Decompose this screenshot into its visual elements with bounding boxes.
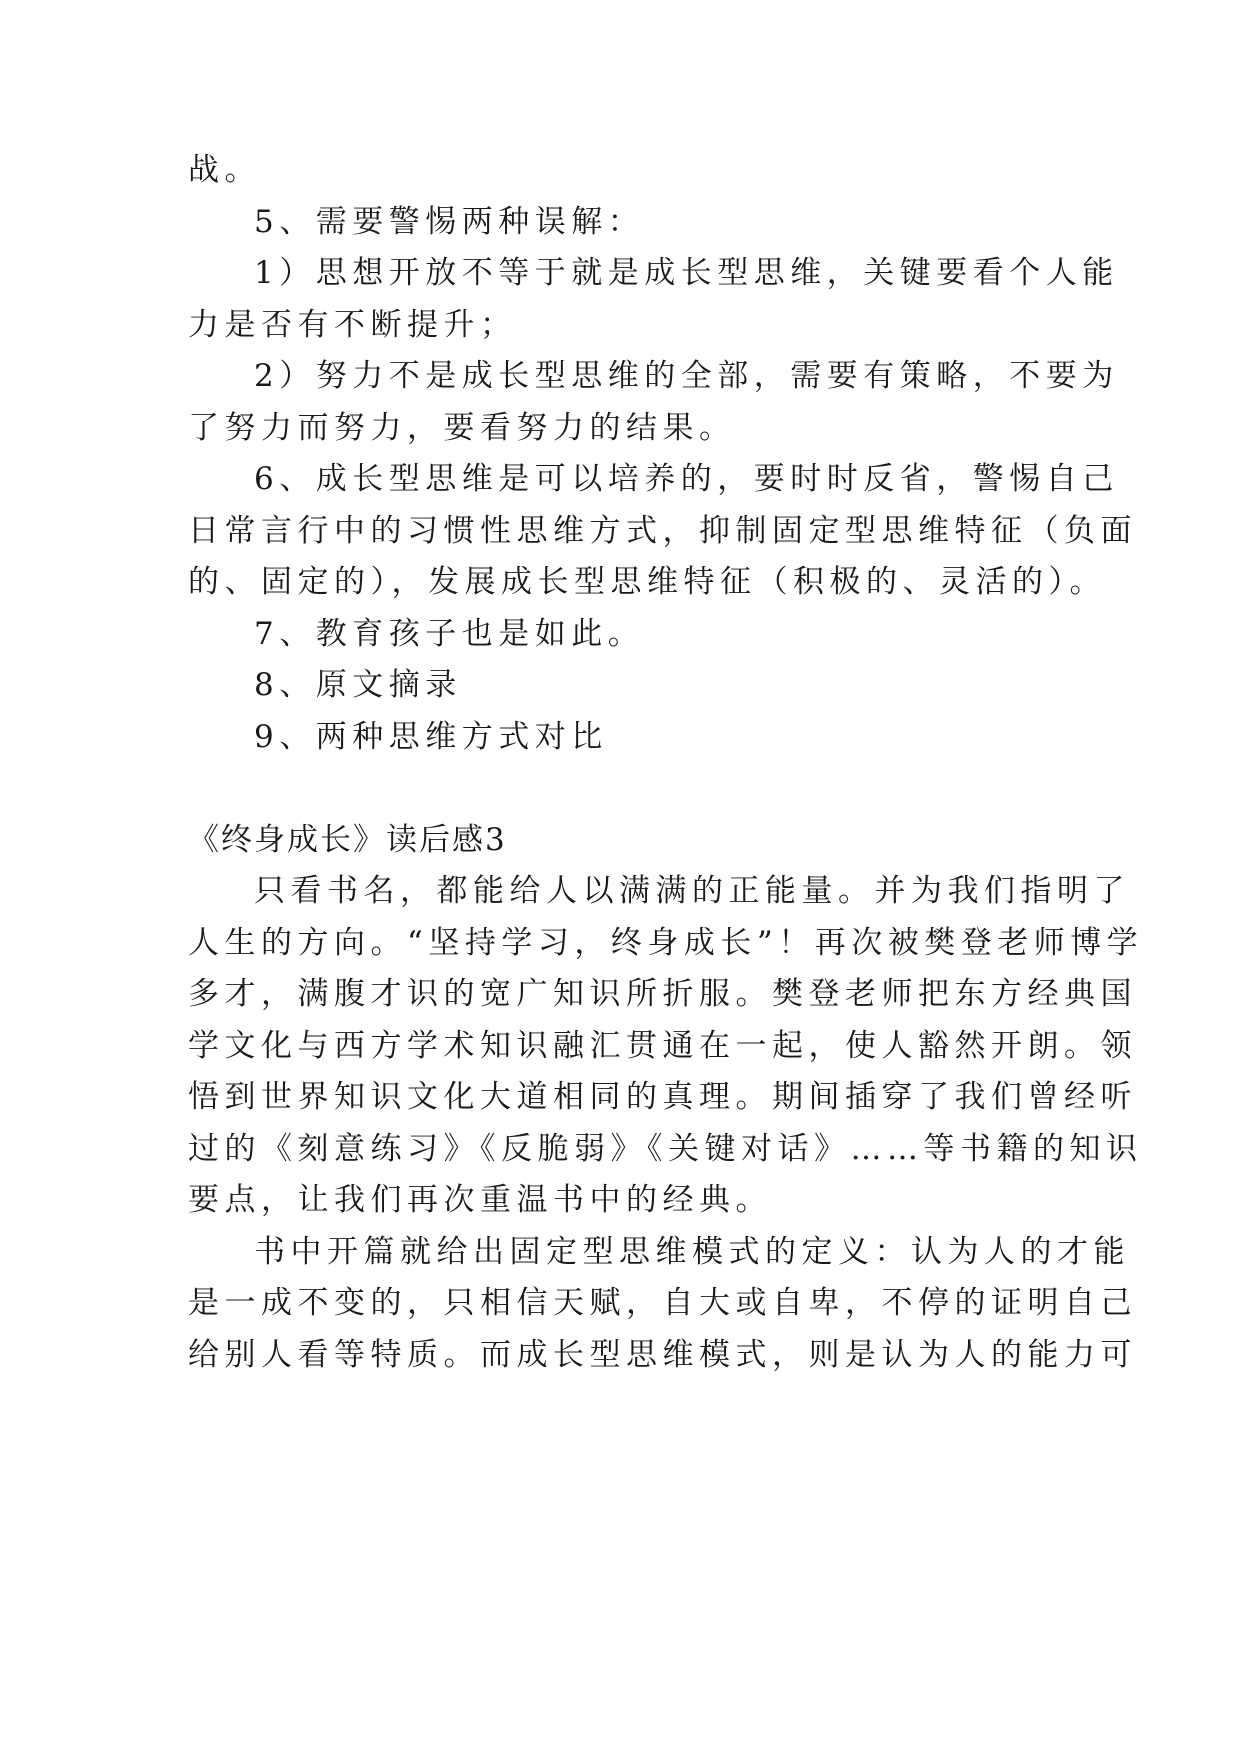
list-item: 5、需要警惕两种误解： (254, 204, 645, 240)
paragraph-line: 要点，让我们再次重温书中的经典。 (188, 1182, 772, 1218)
list-item: 2）努力不是成长型思维的全部，需要有策略，不要为 (254, 358, 1119, 394)
paragraph-line: 只看书名，都能给人以满满的正能量。并为我们指明了 (254, 873, 1130, 909)
paragraph-line: 多才，满腹才识的宽广知识所折服。樊登老师把东方经典国 (188, 976, 1137, 1012)
list-item: 8、原文摘录 (254, 667, 462, 703)
section-title: 《终身成长》读后感3 (188, 822, 507, 858)
list-item: 6、成长型思维是可以培养的，要时时反省，警惕自己 (254, 461, 1119, 497)
paragraph-line: 给别人看等特质。而成长型思维模式，则是认为人的能力可 (188, 1337, 1137, 1373)
paragraph-line: 人生的方向。“坚持学习，终身成长”！再次被樊登老师博学 (188, 925, 1144, 961)
list-item: 1）思想开放不等于就是成长型思维，关键要看个人能 (254, 255, 1119, 291)
text-line: 了努力而努力，要看努力的结果。 (188, 410, 736, 446)
paragraph-line: 学文化与西方学术知识融汇贯通在一起，使人豁然开朗。领 (188, 1028, 1137, 1064)
paragraph-line: 过的《刻意练习》《反脆弱》《关键对话》……等书籍的知识 (188, 1131, 1143, 1167)
list-item: 7、教育孩子也是如此。 (254, 616, 645, 652)
paragraph-line: 书中开篇就给出固定型思维模式的定义：认为人的才能 (254, 1234, 1130, 1270)
text-line: 力是否有不断提升； (188, 307, 517, 343)
paragraph-line: 悟到世界知识文化大道相同的真理。期间插穿了我们曾经听 (188, 1079, 1137, 1115)
text-line: 的、固定的），发展成长型思维特征（积极的、灵活的）。 (188, 564, 1106, 600)
paragraph-line: 是一成不变的，只相信天赋，自大或自卑，不停的证明自己 (188, 1285, 1137, 1321)
list-item: 9、两种思维方式对比 (254, 719, 608, 755)
text-line: 日常言行中的习惯性思维方式，抑制固定型思维特征（负面 (188, 513, 1137, 549)
text-line: 战。 (188, 152, 261, 188)
